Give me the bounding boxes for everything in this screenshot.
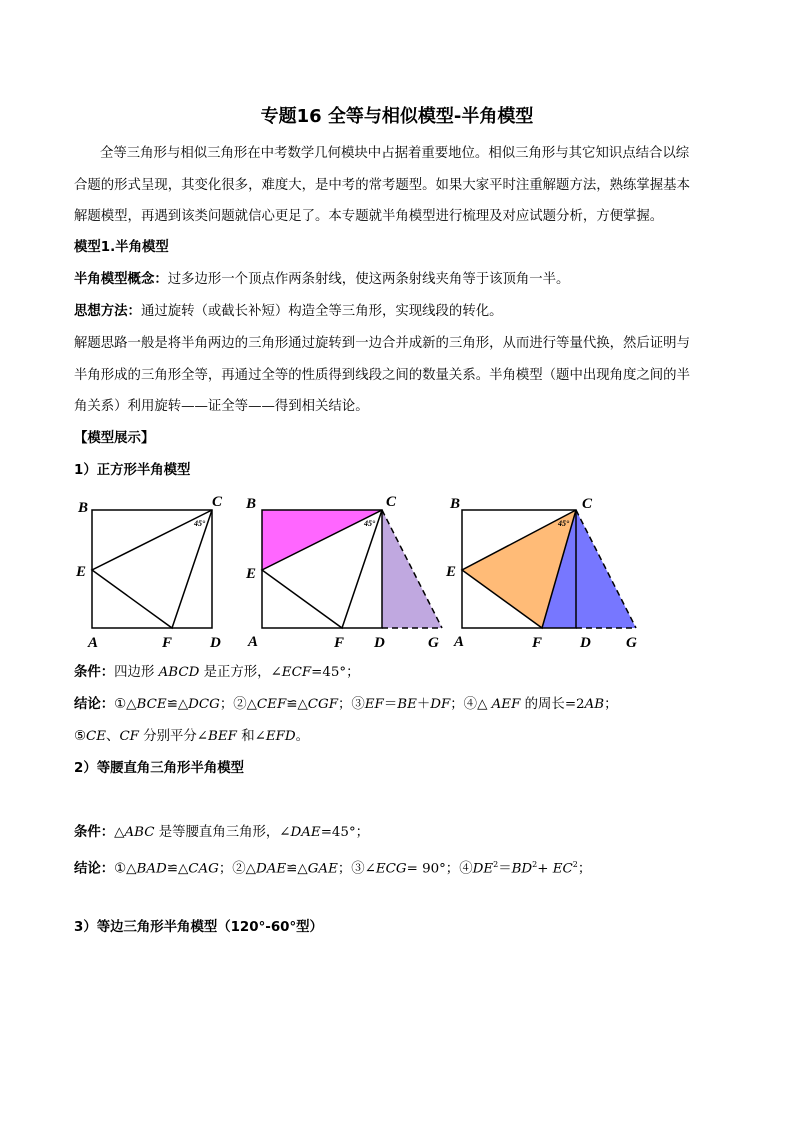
label-f: F [334, 635, 345, 651]
label-g: G [626, 635, 637, 651]
text-run: =45°； [311, 665, 360, 680]
model1-heading: 模型1.半角模型 [74, 240, 169, 255]
concept-text: 过多边形一个顶点作两条射线，使这两条射线夹角等于该顶角一半。 [167, 272, 570, 287]
math-run: DCG [188, 697, 220, 712]
text-run: 的周长=2 [520, 697, 585, 712]
superscript: 2 [493, 860, 499, 869]
sec1-conclusion-1 [74, 695, 734, 715]
math-run: AEF [491, 697, 521, 712]
math-run: CGF [307, 697, 338, 712]
math-run: DAE [290, 825, 321, 840]
text-run: ；③∠ [337, 861, 376, 877]
text-run: ⑤ [74, 729, 87, 744]
math-run: CAG [188, 861, 219, 877]
math-run: CE [86, 729, 107, 744]
figure-square-basic [74, 490, 234, 652]
label-e: E [446, 564, 457, 580]
intro-line-3: 解题模型，再遇到该类问题就信心更足了。本专题就半角模型进行梳理及对应试题分析，方便掌握。 [74, 209, 664, 224]
sec2-heading: 2）等腰直角三角形半角模型 [74, 761, 245, 776]
conclusion-label: 结论： [74, 861, 115, 877]
math-run: BD [511, 861, 533, 877]
label-a: A [454, 634, 465, 650]
label-d: D [210, 635, 221, 651]
figure-square-rotated [242, 490, 450, 652]
math-run: CF [119, 729, 139, 744]
math-run: BAD [136, 861, 167, 877]
angle-label: 45° [558, 519, 570, 528]
text-run: ； [577, 861, 592, 877]
sec2-conclusion [74, 855, 734, 879]
math-run: ABC [124, 825, 155, 840]
angle-label: 45° [194, 519, 206, 528]
label-b: B [78, 500, 89, 516]
angle-label: 45° [364, 519, 376, 528]
math-run: BCE [136, 697, 167, 712]
math-run: EC [552, 861, 573, 877]
text-run: ；③ [338, 697, 365, 712]
superscript: 2 [572, 860, 578, 869]
label-b: B [246, 496, 257, 512]
text-run: = 90°；④ [406, 861, 473, 877]
label-c: C [212, 494, 223, 510]
text-run: 分别平分∠ [138, 729, 209, 744]
text-run: 是等腰直角三角形，∠ [154, 825, 291, 840]
text-run: ；④△ [450, 697, 492, 712]
text-run: ≌△ [286, 861, 308, 877]
intro-line-2: 合题的形式呈现，其变化很多，难度大，是中考的常考题型。如果大家平时注重解题方法，熟练掌握基本 [74, 178, 690, 193]
method-text: 通过旋转（或截长补短）构造全等三角形，实现线段的转化。 [140, 304, 503, 319]
method-line [74, 302, 734, 322]
math-run: GAE [307, 861, 338, 877]
figure-square-congruent [444, 490, 654, 652]
math-run: BE [397, 697, 417, 712]
text-run: 四边形 [114, 665, 159, 680]
math-run: ECF [281, 665, 312, 680]
sec2-condition [74, 823, 734, 843]
math-run: EFD [265, 729, 296, 744]
text-run: ； [604, 697, 618, 712]
math-run: DF [430, 697, 451, 712]
math-run: DE [472, 861, 494, 877]
label-e: E [246, 566, 257, 582]
condition-label: 条件： [74, 825, 115, 840]
text-run: ①△ [114, 697, 137, 712]
superscript: 2 [532, 860, 538, 869]
label-c: C [386, 494, 397, 510]
condition-label: 条件： [74, 665, 115, 680]
text-run: ≌△ [286, 697, 308, 712]
method-label: 思想方法： [74, 304, 141, 319]
idea-line-1: 解题思路一般是将半角两边的三角形通过旋转到一边合并成新的三角形，从而进行等量代换，然后证明与 [74, 336, 690, 351]
text-run: ①△ [114, 861, 137, 877]
text-run: ＝ [498, 861, 512, 877]
text-run: ；②△ [219, 697, 257, 712]
sec1-conclusion-2 [74, 727, 734, 747]
text-run: ≌△ [166, 861, 189, 877]
idea-line-3: 角关系）利用旋转——证全等——得到相关结论。 [74, 399, 369, 414]
text-run: ≌△ [166, 697, 189, 712]
label-b: B [450, 496, 461, 512]
intro-line-1: 全等三角形与相似三角形在中考数学几何模块中占据着重要地位。相似三角形与其它知识点结合以综 [100, 146, 690, 161]
text-run: 和∠ [236, 729, 266, 744]
text-run: △ [114, 825, 125, 840]
sec1-condition [74, 663, 734, 683]
label-e: E [76, 564, 87, 580]
text-run: 是正方形，∠ [199, 665, 282, 680]
label-f: F [532, 635, 543, 651]
text-run: 。 [295, 729, 310, 744]
math-run: DAE [255, 861, 287, 877]
sec3-heading: 3）等边三角形半角模型（120°-60°型） [74, 920, 323, 935]
text-run: ＝ [383, 697, 398, 712]
text-run: 、 [106, 729, 120, 744]
label-g: G [428, 635, 439, 651]
label-d: D [374, 635, 385, 651]
label-d: D [580, 635, 591, 651]
label-f: F [162, 635, 173, 651]
text-run: ；②△ [218, 861, 256, 877]
conclusion-label: 结论： [74, 697, 115, 712]
math-run: EF [364, 697, 384, 712]
label-a: A [88, 635, 99, 651]
idea-line-2: 半角形成的三角形全等，再通过全等的性质得到线段之间的数量关系。半角模型（题中出现角度之间的半 [74, 368, 690, 383]
math-run: CEF [256, 697, 287, 712]
math-run: BEF [208, 729, 237, 744]
label-c: C [582, 496, 593, 512]
text-run: =45°； [320, 825, 370, 840]
concept-line [74, 270, 734, 290]
text-run: ＋ [416, 697, 431, 712]
math-run: AB [584, 697, 605, 712]
math-run: ABCD [158, 665, 200, 680]
display-heading: 【模型展示】 [74, 431, 155, 446]
text-run: + [537, 861, 553, 877]
concept-label: 半角模型概念： [74, 272, 168, 287]
math-run: ECG [375, 861, 407, 877]
page-title: 专题16 全等与相似模型-半角模型 [260, 106, 534, 127]
label-a: A [248, 634, 259, 650]
sec1-heading: 1）正方形半角模型 [74, 463, 191, 478]
